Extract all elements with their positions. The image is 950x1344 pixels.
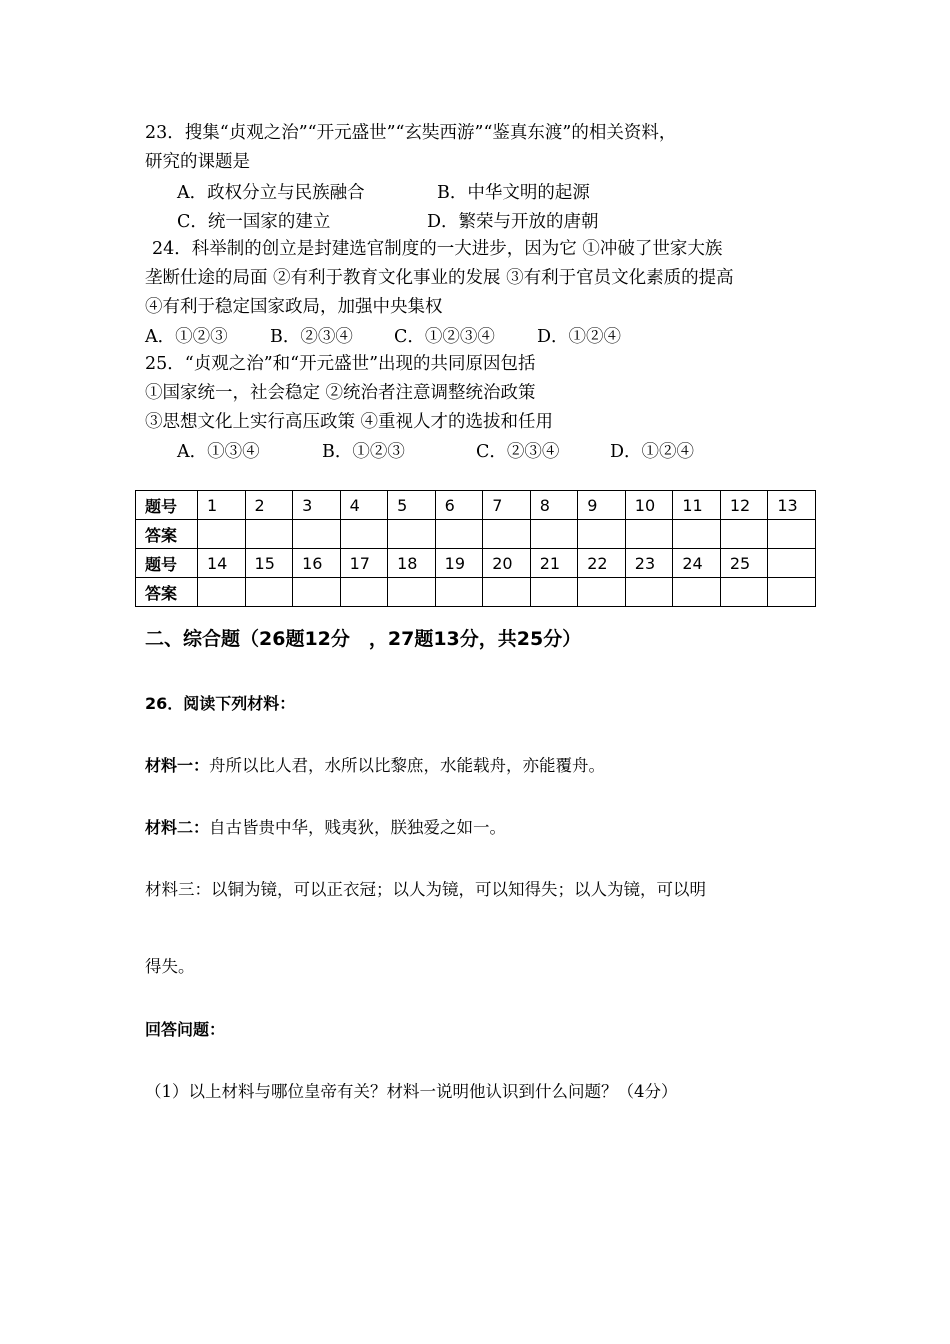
table-row xyxy=(136,491,816,520)
q25-option-a: A．①③④ xyxy=(177,442,260,462)
question-number-cell: 10 xyxy=(625,491,673,520)
answer-cell[interactable] xyxy=(198,578,246,607)
answer-cell[interactable] xyxy=(388,520,436,549)
q23-stem-line1: 23．搜集“贞观之治”“开元盛世”“玄奘西游”“鉴真东渡”的相关资料， xyxy=(145,123,677,143)
answer-questions-heading: 回答问题： xyxy=(145,1020,226,1039)
table-row xyxy=(136,520,816,549)
answer-cell[interactable] xyxy=(578,520,626,549)
material-1 xyxy=(145,754,605,778)
q26-subquestion-1: （1）以上材料与哪位皇帝有关？材料一说明他认识到什么问题？（4分） xyxy=(145,1082,678,1101)
question-number-cell: 1 xyxy=(198,491,246,520)
q24-stem-line3: ④有利于稳定国家政局，加强中央集权 xyxy=(145,297,443,317)
material-3-line2: 得失。 xyxy=(145,957,195,976)
question-number-cell: 16 xyxy=(293,549,341,578)
question-number-cell: 12 xyxy=(720,491,768,520)
q25-stem-line1: 25．“贞观之治”和“开元盛世”出现的共同原因包括 xyxy=(145,354,536,374)
q24-option-a: A．①②③ xyxy=(145,327,228,347)
answer-cell[interactable] xyxy=(293,578,341,607)
q25-stem-line3: ③思想文化上实行高压政策 ④重视人才的选拔和任用 xyxy=(145,412,554,432)
answer-cell[interactable] xyxy=(340,520,388,549)
question-number-cell: 14 xyxy=(198,549,246,578)
q26-heading: 26．阅读下列材料： xyxy=(145,694,296,713)
material-2-label: 材料二： xyxy=(145,818,210,837)
answer-cell[interactable] xyxy=(530,520,578,549)
question-number-cell: 6 xyxy=(435,491,483,520)
answer-cell[interactable] xyxy=(768,578,816,607)
question-number-cell: 7 xyxy=(483,491,531,520)
material-1-label: 材料一： xyxy=(145,756,210,775)
answer-cell[interactable] xyxy=(483,578,531,607)
q23-option-d: D．繁荣与开放的唐朝 xyxy=(427,212,599,232)
question-number-cell: 22 xyxy=(578,549,626,578)
q25-stem-line2: ①国家统一，社会稳定 ②统治者注意调整统治政策 xyxy=(145,383,536,403)
q25-option-d: D．①②④ xyxy=(610,442,695,462)
question-number-cell: 15 xyxy=(245,549,293,578)
question-number-header: 题号 xyxy=(136,491,198,520)
question-number-cell: 25 xyxy=(720,549,768,578)
answer-cell[interactable] xyxy=(435,520,483,549)
question-number-header: 题号 xyxy=(136,549,198,578)
answer-cell[interactable] xyxy=(673,520,721,549)
q23-stem-line2: 研究的课题是 xyxy=(145,152,250,172)
answer-cell[interactable] xyxy=(625,520,673,549)
answer-table xyxy=(135,490,816,607)
question-number-cell: 8 xyxy=(530,491,578,520)
question-number-cell: 23 xyxy=(625,549,673,578)
material-2-text: 自古皆贵中华，贱夷狄，朕独爱之如一。 xyxy=(209,818,507,837)
answer-cell[interactable] xyxy=(530,578,578,607)
q24-stem-line2: 垄断仕途的局面 ②有利于教育文化事业的发展 ③有利于官员文化素质的提高 xyxy=(145,268,734,288)
answer-cell[interactable] xyxy=(198,520,246,549)
material-1-text: 舟所以比人君，水所以比黎庶，水能载舟，亦能覆舟。 xyxy=(209,756,606,775)
question-number-cell: 4 xyxy=(340,491,388,520)
answer-cell[interactable] xyxy=(483,520,531,549)
q23-option-c: C．统一国家的建立 xyxy=(177,212,331,232)
answer-cell[interactable] xyxy=(293,520,341,549)
question-number-cell: 9 xyxy=(578,491,626,520)
answer-cell[interactable] xyxy=(245,520,293,549)
answer-cell[interactable] xyxy=(720,520,768,549)
question-number-cell: 18 xyxy=(388,549,436,578)
question-number-cell: 3 xyxy=(293,491,341,520)
answer-header: 答案 xyxy=(136,578,198,607)
q23-option-b: B．中华文明的起源 xyxy=(437,183,590,203)
q25-option-c: C．②③④ xyxy=(476,442,560,462)
q23-option-a: A．政权分立与民族融合 xyxy=(177,183,365,203)
answer-cell[interactable] xyxy=(625,578,673,607)
question-number-cell: 5 xyxy=(388,491,436,520)
q24-option-c: C．①②③④ xyxy=(394,327,495,347)
q24-option-d: D．①②④ xyxy=(537,327,622,347)
answer-cell[interactable] xyxy=(245,578,293,607)
table-row xyxy=(136,549,816,578)
answer-cell[interactable] xyxy=(720,578,768,607)
answer-cell[interactable] xyxy=(388,578,436,607)
q24-stem-line1: 24．科举制的创立是封建选官制度的一大进步，因为它 ①冲破了世家大族 xyxy=(152,239,723,259)
table-row xyxy=(136,578,816,607)
answer-cell[interactable] xyxy=(578,578,626,607)
answer-cell[interactable] xyxy=(673,578,721,607)
q24-option-b: B．②③④ xyxy=(270,327,353,347)
material-3-line1: 材料三：以铜为镜，可以正衣冠；以人为镜，可以知得失；以人为镜，可以明 xyxy=(145,880,706,899)
answer-cell[interactable] xyxy=(768,520,816,549)
question-number-cell: 2 xyxy=(245,491,293,520)
question-number-cell: 13 xyxy=(768,491,816,520)
question-number-cell: 24 xyxy=(673,549,721,578)
answer-header: 答案 xyxy=(136,520,198,549)
question-number-cell: 11 xyxy=(673,491,721,520)
answer-cell[interactable] xyxy=(340,578,388,607)
material-2 xyxy=(145,816,506,840)
question-number-cell xyxy=(768,549,816,578)
question-number-cell: 20 xyxy=(483,549,531,578)
question-number-cell: 17 xyxy=(340,549,388,578)
question-number-cell: 21 xyxy=(530,549,578,578)
answer-cell[interactable] xyxy=(435,578,483,607)
section-title: 二、综合题（26题12分 ，27题13分，共25分） xyxy=(145,628,582,650)
question-number-cell: 19 xyxy=(435,549,483,578)
q25-option-b: B．①②③ xyxy=(322,442,405,462)
